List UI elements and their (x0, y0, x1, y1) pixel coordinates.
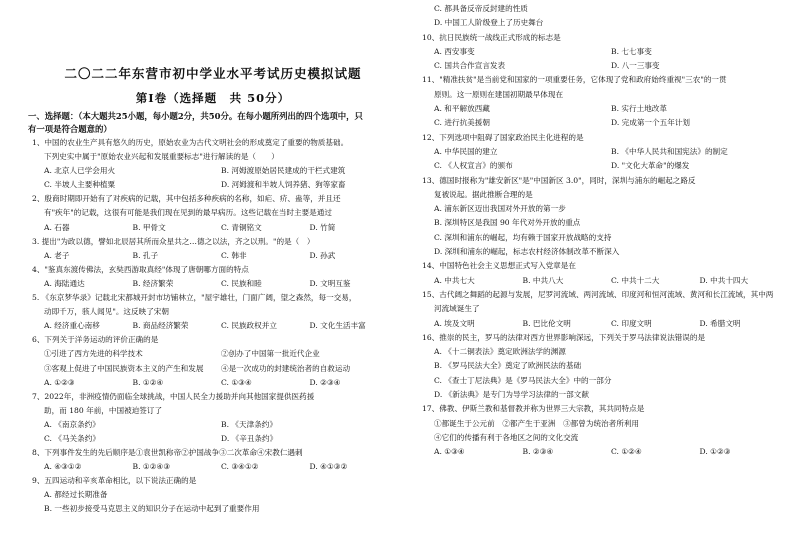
option-b: B. 七七事变 (611, 46, 652, 56)
option-row (418, 102, 788, 116)
option-a: A. 浦东新区迈出我国对外开放的第一步 (434, 204, 566, 214)
option-b: B. 河姆渡原始居民建成的干栏式建筑 (221, 166, 346, 176)
question-stem-cont: 原则。这一原则在建国初期最早体现在 (434, 89, 564, 99)
option-a: A. 老子 (44, 250, 70, 260)
question-stem: 12、下列选项中阻碍了国家政治民主化进程的是 (422, 132, 584, 142)
question-stem: 6、下列关于洋务运动的评价正确的是 (32, 335, 159, 345)
option-row (418, 445, 788, 459)
option-a: A. 西安事变 (434, 46, 475, 56)
option-c: C. 都具备反帝反封建的性质 (434, 4, 528, 13)
option-row (418, 59, 788, 73)
question-stem: 10、抗日民族统一战线正式形成的标志是 (422, 32, 561, 42)
question-17 (418, 402, 788, 459)
option-d: D. 中国工人阶级登上了历史舞台 (434, 18, 544, 28)
statement-4: ④是一次成功的封建统治者的自救运动 (221, 363, 351, 373)
option-b: B. 《天津条约》 (221, 419, 277, 429)
option-a: A. 和平解放西藏 (434, 104, 490, 114)
option-d: D. 八一三事变 (611, 61, 660, 71)
option-c: C. 进行抗美援朝 (434, 118, 490, 128)
question-stem: 1、中国的农业生产具有悠久的历史，原始农业为古代文明社会的形成奠定了重要的物质基础。 (32, 138, 349, 147)
option-c: C. 韩非 (221, 250, 247, 260)
right-column (418, 0, 788, 460)
option-b: B. ②③④ (522, 447, 554, 457)
left-column (28, 0, 398, 517)
question-stem-cont: 助，而 180 年前，中国被迫签订了 (44, 405, 163, 415)
question-7 (28, 390, 398, 446)
question-stem: 13、德国时报称为"雄安新区"是"中国新区 3.0"，同时，深圳与浦东的崛起之路反 (422, 175, 696, 185)
statement-3: ③客观上促进了中国民族资本主义的产生和发展 (44, 363, 204, 373)
option-d: D. 竹简 (309, 222, 336, 232)
option-a: A. 中共七大 (434, 275, 475, 285)
question-10 (418, 31, 788, 74)
option-d: D. ④①③② (309, 462, 348, 472)
option-c: C. 中共十二大 (611, 275, 660, 285)
option-d: D. 孙武 (309, 250, 336, 260)
statement-2: ②创办了中国第一批近代企业 (221, 349, 320, 359)
option-row (28, 418, 398, 432)
option-a: A. 海陆通达 (44, 278, 85, 288)
option-b: B. 商品经济繁荣 (132, 321, 189, 331)
option-c: C. 民族和睦 (221, 278, 262, 288)
option-a: A. 《南京条约》 (44, 419, 100, 429)
question-11 (418, 73, 788, 130)
question-9-continued (418, 2, 788, 31)
question-stem: 14、中国特色社会主义思想正式写入党章是在 (422, 261, 576, 271)
option-c: C. 国共合作宣言发表 (434, 61, 506, 71)
option-a: A. 都经过长期准备 (44, 490, 108, 500)
option-b: B. 孔子 (132, 250, 159, 260)
question-3 (28, 235, 398, 263)
option-a: A. 中华民国的建立 (434, 146, 498, 156)
option-row (28, 432, 398, 446)
question-stem-cont: 动即千万，骇人闻见"。这反映了宋朝 (44, 307, 169, 317)
option-d: D. ①②③ (699, 447, 731, 457)
option-d: D. 河姆渡和半坡人饲养猪、狗等家畜 (221, 180, 346, 190)
option-c: C. 印度文明 (611, 318, 652, 328)
option-row (418, 274, 788, 288)
option-c: C. ①②④ (611, 447, 642, 457)
question-stem: 4、"鉴真东渡传佛法，玄奘西游取真经"体现了唐朝哪方面的特点 (32, 264, 249, 274)
option-a: A. ①②③ (44, 377, 75, 387)
option-row (418, 317, 788, 331)
option-b: B. ①②④③ (132, 462, 171, 472)
question-stem: 3. 提出"为政以德，譬如北辰居其所而众星共之…德之以法，齐之以刑。"的是（ ） (32, 236, 315, 246)
option-a: A. 《十二铜表法》奠定欧洲法学的渊源 (434, 347, 566, 357)
option-row (418, 45, 788, 59)
option-row (418, 159, 788, 173)
option-b: B. 深圳特区是我国 90 年代对外开放的重点 (434, 218, 581, 228)
option-b: B. 巴比伦文明 (522, 318, 571, 328)
option-a: A. ④③①② (44, 462, 82, 472)
option-d: D. 深圳和浦东的崛起，标志农村经济体制改革不断深入 (434, 247, 620, 257)
question-stem: 15、古代阔之舞蹈的起源与发展，尼罗河流域、两河流域、印度河和恒河流域、黄河和长江流域，其中两 (422, 289, 774, 299)
option-b: B. ①②④ (132, 377, 164, 387)
option-row (418, 145, 788, 159)
option-b: B. 甲骨文 (132, 222, 166, 232)
option-b: B. 经济繁荣 (132, 278, 174, 288)
question-2 (28, 192, 398, 234)
option-d: D. 希腊文明 (699, 318, 741, 328)
option-c: C. 半坡人主要种植粟 (44, 180, 116, 190)
option-row (28, 178, 398, 192)
statement-1: ①引进了西方先进的科学技术 (44, 349, 143, 359)
option-d: D. 《新法典》是专门为导学习法律的一部文献 (434, 390, 589, 400)
statement-row (28, 362, 398, 376)
option-a: A. 经济重心南移 (44, 321, 100, 331)
question-stem-cont: 复被说起。据此推断合理的是 (434, 189, 533, 199)
section-title: 第Ⅰ卷（选择题 共 50分） (135, 91, 291, 105)
question-stem: 2、殷商时期即开始有了对疾病的记载，其中包括多种疾病的名称，如疟、疥、蛊等，并且还 (32, 194, 341, 204)
option-d: D. ②③④ (309, 377, 341, 387)
option-d: D. 文化生活丰富 (309, 321, 366, 331)
option-c: C. 民族政权并立 (221, 321, 277, 331)
statement-row: ①都诞生于公元前 ②都产生于亚洲 ③都曾为统治者所利用 (434, 418, 640, 428)
question-stem-cont: 下列史实中属于"原始农业兴起和发展重要标志"进行解读的是（ ） (44, 152, 279, 162)
question-9 (28, 474, 398, 516)
question-stem-cont: 河流域诞生了 (434, 304, 480, 314)
option-d: D. 《辛丑条约》 (221, 433, 278, 443)
option-b: B. 中共八大 (522, 275, 564, 285)
option-row (28, 376, 398, 390)
option-c: C. ①③④ (221, 377, 252, 387)
option-c: C. 《人权宣言》的颁布 (434, 161, 513, 171)
question-1 (28, 136, 398, 192)
exam-title: 二〇二二年东营市初中学业水平考试历史模拟试题 (64, 66, 362, 81)
question-13 (418, 174, 788, 260)
option-d: D. 文明互鉴 (309, 278, 351, 288)
question-stem: 9、五四运动和辛亥革命相比，以下说法正确的是 (32, 476, 197, 486)
option-c: C. 深圳和浦东的崛起，均有赖于国家开放战略的支持 (434, 232, 612, 242)
option-b: B. 一些初步接受马克思主义的知识分子在运动中起到了重要作用 (44, 504, 260, 514)
instructions-line: 一、选择题：（本大题共25小题，每小题2分，共50分。在每小题所列出的四个选项中，只 (28, 111, 363, 121)
option-d: D. 中共十四大 (699, 275, 749, 285)
question-8 (28, 446, 398, 474)
question-stem: 17、佛教、伊斯兰教和基督教并称为世界三大宗教，其共同特点是 (422, 404, 645, 414)
question-16 (418, 331, 788, 402)
option-d: D. 完成第一个五年计划 (611, 118, 690, 128)
question-stem: 11、"精准扶贫"是当前党和国家的一项重要任务，它体现了党和政府始终重视"三农"的一贯 (422, 75, 727, 85)
option-a: A. 埃及文明 (434, 318, 475, 328)
question-stem: 5. 《东京梦华录》记载北宋都城开封市坊铺林立，"屋宇雄壮，门面广阔，望之森然，每一交易， (32, 293, 357, 303)
option-row (28, 221, 398, 235)
option-row (28, 164, 398, 178)
option-b: B. 实行土地改革 (611, 104, 667, 114)
option-c: C. ③④①② (221, 462, 259, 472)
option-a: A. ①③④ (434, 447, 465, 457)
question-stem: 7、2022年，非洲疫情仍面临全球挑战，中国人民全力援助并向其他国家提供医药援 (32, 391, 315, 401)
option-row (28, 277, 398, 291)
statement-row: ④它们的传播有利于各地区之间的文化交流 (434, 432, 579, 442)
option-a: A. 石器 (44, 222, 70, 232)
question-stem-cont: 有"疾年"的记载，这很有可能是我们现在见到的最早病历。这些记载在当时主要是通过 (44, 208, 332, 218)
option-row (418, 116, 788, 130)
option-c: C. 《马关条约》 (44, 433, 100, 443)
option-c: C. 《查士丁尼法典》是《罗马民法大全》中的一部分 (434, 375, 612, 385)
option-a: A. 北京人已学会用火 (44, 166, 116, 176)
question-15 (418, 288, 788, 331)
option-b: B. 《罗马民法大全》奠定了欧洲民法的基础 (434, 361, 582, 371)
question-stem: 8、下列事件发生的先后顺序是①袁世凯称帝②护国战争③二次革命④宋教仁遇刺 (32, 448, 303, 458)
question-6 (28, 333, 398, 389)
question-14 (418, 259, 788, 288)
instructions (28, 110, 398, 136)
option-b: B. 《中华人民共和国宪法》的制定 (611, 146, 728, 156)
option-row (28, 460, 398, 474)
option-c: C. 青铜铭文 (221, 222, 262, 232)
question-4 (28, 263, 398, 291)
option-row (28, 249, 398, 263)
question-5 (28, 291, 398, 333)
statement-row (28, 347, 398, 361)
question-12 (418, 131, 788, 174)
option-d: D. "文化大革命"的爆发 (611, 161, 690, 171)
option-row (28, 319, 398, 333)
instructions-line: 有一项是符合题意的） (28, 124, 112, 134)
question-stem: 16、推崇的民主，罗马的法律对西方世界影响深远，下列关于罗马法律说法错误的是 (422, 332, 706, 342)
